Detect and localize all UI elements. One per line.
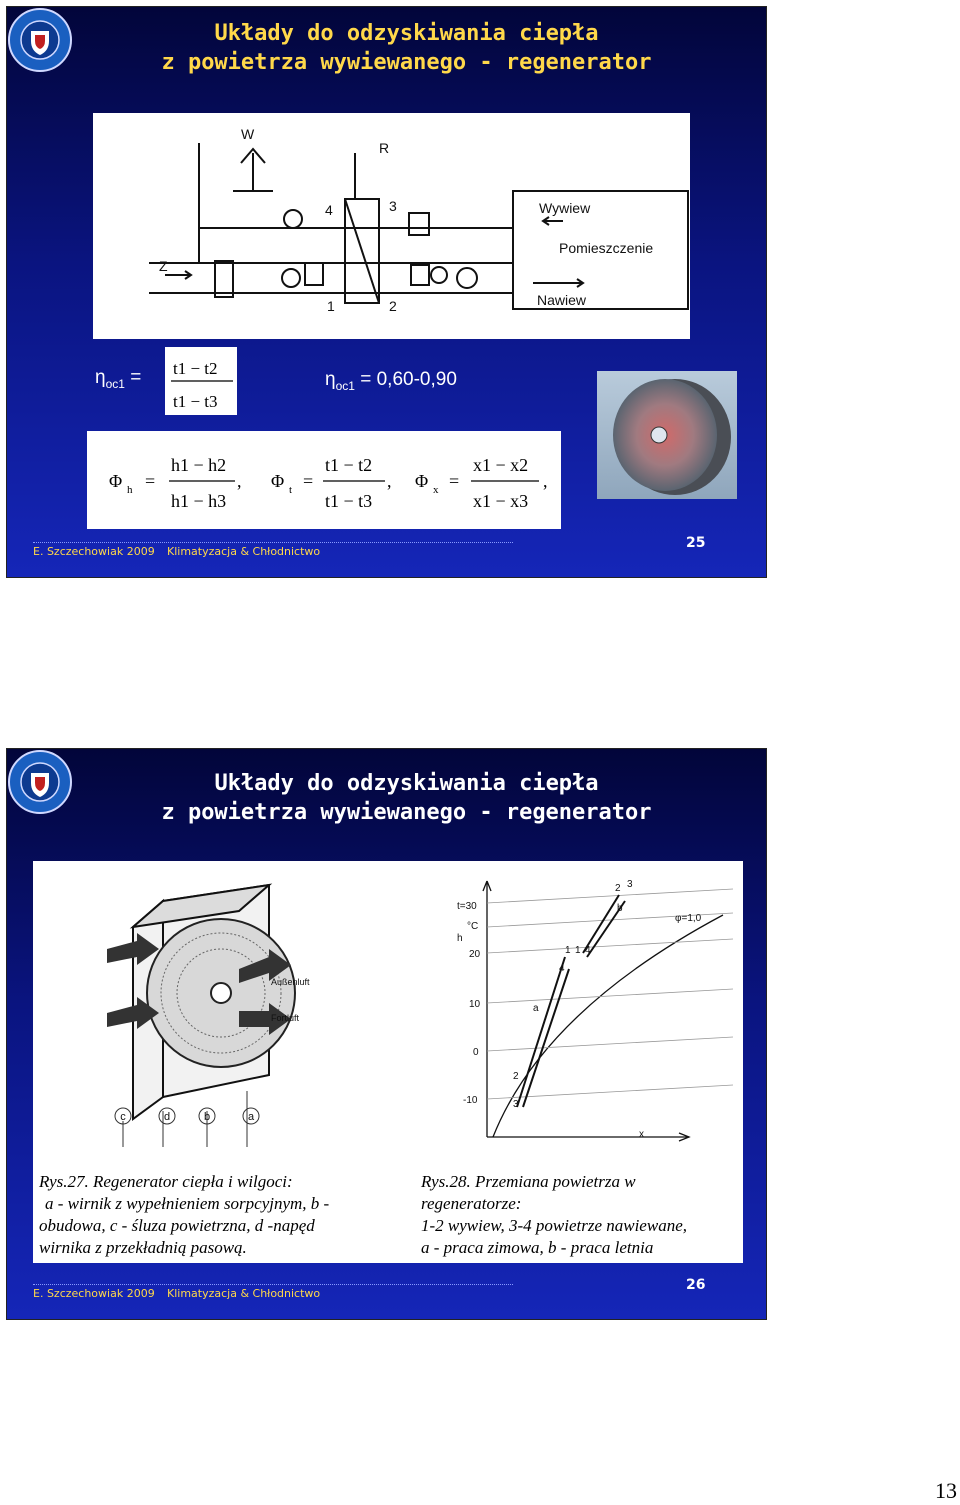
label-w: W <box>241 126 255 142</box>
point-1b: 1 <box>575 945 581 956</box>
eta-subscript-2: oc1 <box>335 378 355 393</box>
phi-h-eq: = <box>145 471 156 491</box>
label-aussenluft: Außenluft <box>271 977 310 987</box>
slide-page-number: 25 <box>686 535 706 551</box>
slide-title <box>67 769 746 827</box>
phi-t-symbol: Φ <box>271 471 285 491</box>
eta-subscript: oc1 <box>105 376 125 391</box>
caption-fig27-line2: a - wirnik z wypełnieniem sorpcyjnym, b - <box>45 1194 330 1213</box>
fig28-hx-diagram <box>433 861 733 1151</box>
slide-26 <box>6 748 767 1320</box>
caption-fig28 <box>421 1171 741 1259</box>
label-t30: t=30 <box>457 901 477 912</box>
phi-t-eq: = <box>303 471 314 491</box>
eta-symbol: η <box>95 367 106 388</box>
label-d: d <box>163 1111 171 1123</box>
phi-x-eq: = <box>449 471 460 491</box>
university-logo-icon <box>7 7 73 73</box>
point-3: 3 <box>627 879 633 890</box>
label-celsius: °C <box>467 921 479 932</box>
label-1: 1 <box>327 298 335 314</box>
point-2b: 2 <box>513 1071 519 1082</box>
point-1: 1 <box>565 945 571 956</box>
slide-title <box>67 19 746 77</box>
caption-fig28-line3: 1-2 wywiew, 3-4 powietrze nawiewane, <box>421 1216 687 1235</box>
tick-20: 20 <box>469 949 481 960</box>
phi-x-den: x1 − x3 <box>473 491 529 511</box>
eta-value <box>325 369 457 393</box>
eta-formula-label <box>95 367 141 391</box>
label-phi: φ=1,0 <box>675 913 702 924</box>
footer-divider <box>33 1284 513 1285</box>
eta-denominator: t1 − t3 <box>173 392 218 411</box>
caption-fig27-line1: Rys.27. Regenerator ciepła i wilgoci: <box>39 1172 293 1191</box>
label-3: 3 <box>389 198 397 214</box>
label-process-b: b <box>617 903 623 914</box>
caption-fig28-line1: Rys.28. Przemiana powietrza w <box>421 1172 636 1191</box>
phi-x-sub: x <box>433 484 439 496</box>
caption-fig28-line2: regeneratorze: <box>421 1194 522 1213</box>
eta-fraction <box>165 347 237 415</box>
title-line-2: z powietrza wywiewanego - regenerator <box>161 800 652 825</box>
label-wywiew: Wywiew <box>539 200 591 216</box>
phi-x-comma: , <box>543 471 548 491</box>
label-b: b <box>203 1111 211 1123</box>
university-logo-icon <box>7 749 73 815</box>
eta-equals: = <box>130 367 142 388</box>
caption-fig27 <box>39 1171 409 1259</box>
label-fortluft: Fortluft <box>271 1013 300 1023</box>
footer-course: Klimatyzacja & Chłodnictwo <box>167 1287 321 1300</box>
label-z: Z <box>159 258 168 274</box>
efficiency-formulas <box>87 431 561 529</box>
label-nawiew: Nawiew <box>537 292 587 308</box>
phi-h-sub: h <box>127 484 133 496</box>
phi-h-den: h1 − h3 <box>171 491 227 511</box>
document-page-number: 13 <box>935 1478 957 1503</box>
axis-h: h <box>457 933 463 944</box>
footer-course: Klimatyzacja & Chłodnictwo <box>167 545 321 558</box>
label-4: 4 <box>325 202 333 218</box>
phi-t-sub: t <box>289 484 293 496</box>
label-2: 2 <box>389 298 397 314</box>
title-line-1: Układy do odzyskiwania ciepła <box>214 771 599 796</box>
figures-panel <box>33 861 743 1263</box>
phi-x-symbol: Φ <box>415 471 429 491</box>
point-4b: 4 <box>559 963 565 974</box>
caption-fig27-line3: obudowa, c - śluza powietrzna, d -napęd <box>39 1216 315 1235</box>
eta-numerator: t1 − t2 <box>173 359 218 378</box>
footer-author: E. Szczechowiak 2009 <box>33 545 155 558</box>
footer-author: E. Szczechowiak 2009 <box>33 1287 155 1300</box>
phi-h-symbol: Φ <box>109 471 123 491</box>
schematic-drawing <box>93 113 690 339</box>
point-2: 2 <box>615 883 621 894</box>
phi-t-den: t1 − t3 <box>325 491 373 511</box>
tick-10: 10 <box>469 999 481 1010</box>
point-3b: 3 <box>513 1099 519 1110</box>
title-line-2: z powietrza wywiewanego - regenerator <box>161 50 652 75</box>
title-line-1: Układy do odzyskiwania ciepła <box>214 21 599 46</box>
phi-h-comma: , <box>237 471 242 491</box>
slide-25 <box>6 6 767 578</box>
label-c: c <box>120 1111 126 1123</box>
tick-0: 0 <box>473 1047 479 1058</box>
phi-h-num: h1 − h2 <box>171 455 227 475</box>
caption-fig28-line4: a - praca zimowa, b - praca letnia <box>421 1238 654 1257</box>
label-pomieszczenie: Pomieszczenie <box>559 240 654 256</box>
point-4: 4 <box>585 945 591 956</box>
phi-t-num: t1 − t2 <box>325 455 373 475</box>
phi-x-num: x1 − x2 <box>473 455 529 475</box>
axis-x: x <box>639 1129 644 1140</box>
phi-t-comma: , <box>387 471 392 491</box>
label-r: R <box>379 140 390 156</box>
label-a: a <box>247 1111 255 1123</box>
label-process-a: a <box>533 1003 539 1014</box>
slide-page-number: 26 <box>686 1277 706 1293</box>
eta-symbol-2: η <box>325 369 336 390</box>
caption-fig27-line4: wirnika z przekładnią pasową. <box>39 1238 247 1257</box>
regenerator-wheel-photo <box>597 371 737 499</box>
eta-value-text: = 0,60-0,90 <box>360 369 457 390</box>
tick-minus10: -10 <box>463 1095 478 1106</box>
regenerator-schematic <box>93 113 690 339</box>
footer-divider <box>33 542 513 543</box>
